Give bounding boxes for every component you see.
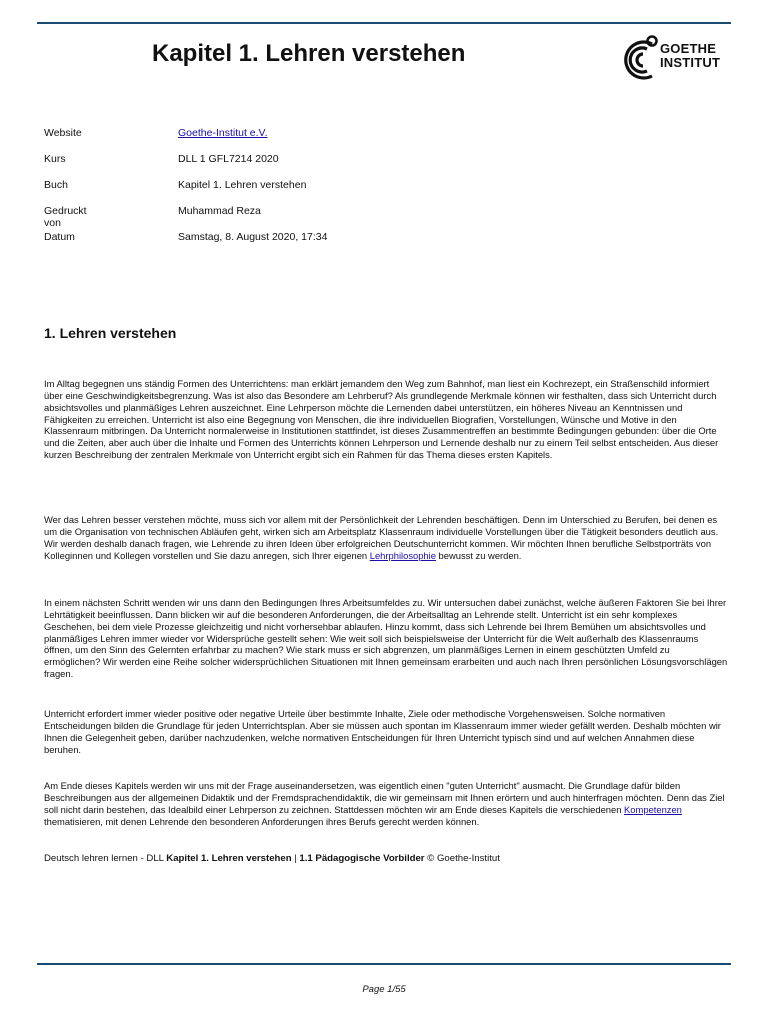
page-number: Page 1/55 [362, 984, 406, 995]
logo-line-2: INSTITUT [660, 55, 721, 70]
section-heading: 1. Lehren verstehen [44, 325, 177, 341]
lehrphilosophie-link[interactable]: Lehrphilosophie [369, 549, 436, 561]
meta-label: Gedruckt von [44, 205, 87, 229]
meta-label: Website [44, 127, 82, 139]
meta-label: Buch [44, 179, 68, 191]
meta-value: Kapitel 1. Lehren verstehen [178, 179, 307, 191]
footer-separator: | [291, 853, 300, 864]
footer-chapter: Kapitel 1. Lehren verstehen [166, 853, 292, 864]
paragraph-2 [44, 514, 728, 561]
footer-subchapter: 1.1 Pädagogische Vorbilder [299, 853, 425, 864]
bottom-rule [37, 963, 731, 965]
logo-line-1: GOETHE [660, 41, 717, 56]
meta-value: Samstag, 8. August 2020, 17:34 [178, 231, 328, 243]
breadcrumb-footer [44, 853, 500, 864]
paragraph-text: thematisieren, mit denen Lehrende den besonderen Anforderungen ihres Berufs gerecht werden können. [44, 815, 480, 827]
paragraph-5 [44, 780, 728, 827]
paragraph-4: Unterricht erfordert immer wieder positive oder negative Urteile über bestimmte Inhalte, Ziele oder methodische Vorgehensweisen. Solche normativen Entscheidungen bilden die Grundlage für jeden Unterrichtsplan. Aber sie müssen auch spontan im Klassenraum immer wieder gefällt werden. Deshalb möchten wir Ihnen die Gelegenheit geben, darüber nachzudenken, welche normativen Entscheidungen für Ihren Unterricht typisch sind und auf welchen Annahmen diese beruhen. [44, 708, 721, 755]
top-rule [37, 22, 731, 24]
paragraph-text: bewusst zu werden. [435, 549, 522, 561]
paragraph-text: Am Ende dieses Kapitels werden wir uns mit der Frage auseinandersetzen, was eigentlich einen "guten Unterricht" ausmacht. Die Grundlage dafür bilden Beschreibungen aus der allgemeinen Didaktik und der Fremdsprachendidaktik, die wir gemeinsam mit Ihnen erörtern und auch hinterfragen möchten. Denn das Ziel soll nicht darin bestehen, das Idealbild einer Lehrperson zu zeichnen. Stattdessen möchten wir am Ende dieses Kapitels die verschiedenen [44, 780, 725, 815]
meta-value: Muhammad Reza [178, 205, 261, 217]
meta-label: Datum [44, 231, 75, 243]
paragraph-3: In einem nächsten Schritt wenden wir uns dann den Bedingungen Ihres Arbeitsumfeldes zu. Wir untersuchen dabei zunächst, welche äußeren Faktoren Sie bei Ihrer Lehrtätigkeit beeinflussen. Dann blicken wir auf die besonderen Anforderungen, die der Arbeitsalltag an Lehrende stellt. Unterricht ist ein sehr komplexes Geschehen, bei dem viele Prozesse gleichzeitig und nicht vorhersehbar ablaufen. Hinzu kommt, dass sich Lehrende bei Ihrem Bemühen um absichtsvolles und planmäßiges Lehren immer wieder vor Widersprüche gestellt sehen: Wie weit soll sich beispielsweise der Unterricht für die Welt außerhalb des Klassenraums öffnen, um den Sinn des Gelernten erfahrbar zu machen? Wie stark muss er sich abgrenzen, um planmäßiges Lernen in einem geschützten Umfeld zu ermöglichen? Wir werden eine Reihe solcher widersprüchlichen Situationen mit Ihnen gemeinsam erarbeiten und auch nach Ihren persönlichen Lösungsvorschlägen fragen. [44, 597, 728, 680]
meta-value: DLL 1 GFL7214 2020 [178, 153, 279, 165]
goethe-logo-icon [619, 32, 659, 88]
page-title: Kapitel 1. Lehren verstehen [152, 40, 466, 67]
footer-suffix: © Goethe-Institut [424, 853, 500, 864]
paragraph-text: Wer das Lehren besser verstehen möchte, muss sich vor allem mit der Persönlichkeit der Lehrenden beschäftigen. Denn im Unterschied zu Berufen, bei denen es um die Organisation von technischen Abläufen geht, wirken sich am Arbeitsplatz Klassenraum individuelle Vorstellungen über die Tätigkeit besonders deutlich aus. Wir werden deshalb danach fragen, wie Lehrende zu ihren Ideen über erfolgreichen Deutschunterricht kommen. Wir möchten Ihnen berufliche Selbstporträts von Kolleginnen und Kollegen vorstellen und Sie dazu anregen, sich Ihrer eigenen [44, 514, 719, 561]
footer-prefix: Deutsch lehren lernen - DLL [44, 853, 167, 864]
kompetenzen-link[interactable]: Kompetenzen [624, 803, 682, 815]
logo-wordmark [660, 42, 720, 70]
paragraph-1: Im Alltag begegnen uns ständig Formen des Unterrichtens: man erklärt jemandem den Weg zum Bahnhof, man liest ein Kochrezept, ein Straßenschild informiert über eine Geschwindigkeitsbegrenzung. Was ist also das Besondere am Lehrberuf? Als grundlegende Merkmale können wir festhalten, dass sich Unterricht durch absichtsvolles und planmäßiges Lehren auszeichnet. Eine Lehrperson möchte die Lernenden dabei unterstützen, ein höheres Niveau an Kenntnissen und Fähigkeiten zu erreichen. Unterricht ist also eine Begegnung von Menschen, die ihre individuellen Biografien, Vorstellungen, Wünsche und Motive in den Klassenraum mitbringen. Da Unterricht normalerweise in Institutionen stattfindet, ist dieses Zusammentreffen an bestimmte Bedingungen gebunden: über die Orte und die Zeiten, aber auch über die Inhalte und Formen des Unterrichts können Lehrperson und Lernende deshalb nur zu einem Teil selbst entscheiden. Aus dieser kurzen Beschreibung der zentralen Merkmale von Unterricht ergibt sich ein Rahmen für das Thema dieses ersten Kapitels. [44, 378, 719, 461]
meta-label: Kurs [44, 153, 66, 165]
website-link[interactable]: Goethe-Institut e.V. [178, 127, 268, 139]
goethe-logo [619, 32, 734, 88]
